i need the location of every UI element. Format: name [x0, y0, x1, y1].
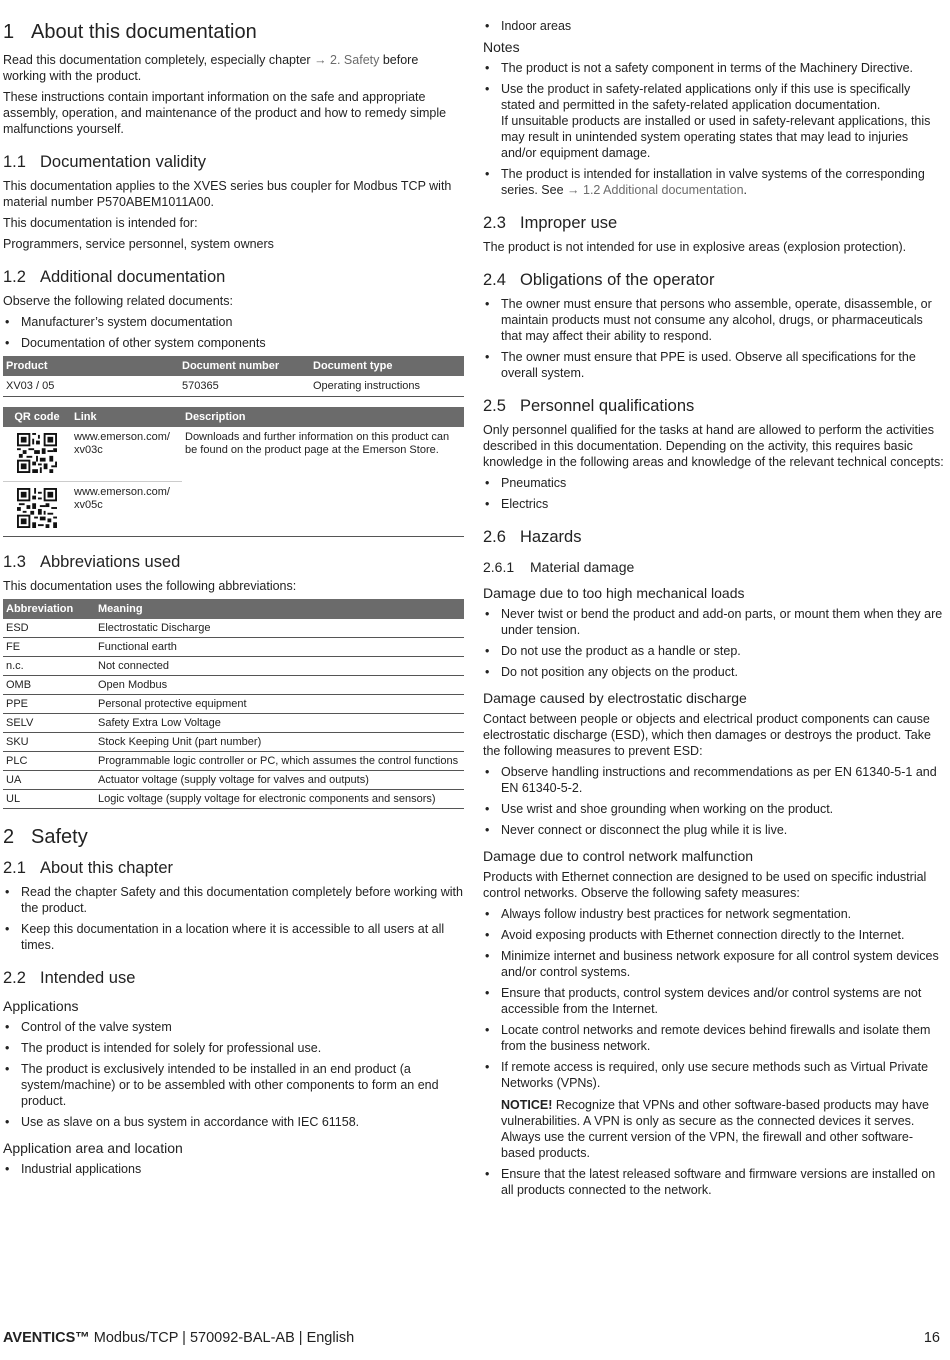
- list-item: • The product is exclusively intended to be installed in an end product (a system/machine) or to be assembled with other components to form an end product.: [3, 1061, 464, 1109]
- heading-2-6: 2.6 Hazards: [483, 528, 582, 546]
- related-documents-table: [3, 356, 464, 397]
- meaning-cell: Electrostatic Discharge: [95, 619, 464, 638]
- qr-code-icon[interactable]: [17, 488, 57, 528]
- list-item: • If remote access is required, only use secure methods such as Virtual Private Networks (VPNs). NOTICE! Recognize that VPNs and other software-based products may have vulnerabilities. A VPN is only as secure as the connected devices it serves. Always use the current version of the VPN, the firewall and other software-based products.: [483, 1059, 945, 1161]
- qr-code-icon[interactable]: [17, 433, 57, 473]
- paragraph: This documentation is intended for:: [3, 216, 198, 230]
- abbreviation-cell: SELV: [3, 714, 95, 733]
- abbreviations-table: [3, 599, 464, 809]
- table-row: [3, 619, 464, 638]
- qr-link-text[interactable]: www.emerson.com/ xv05c: [71, 482, 182, 537]
- bullet-list: [3, 1161, 464, 1177]
- list-item: • The owner must ensure that PPE is used. Observe all specifications for the overall system.: [483, 349, 945, 381]
- list-item: • Always follow industry best practices for network segmentation.: [483, 906, 945, 922]
- qr-link-text[interactable]: www.emerson.com/ xv03c: [74, 431, 170, 456]
- list-item: • Do not use the product as a handle or step.: [483, 643, 945, 659]
- meaning-cell: Functional earth: [95, 638, 464, 657]
- column-header: Link: [71, 407, 182, 427]
- list-item: • Keep this documentation in a location where it is accessible to all users at all times.: [3, 921, 464, 953]
- abbreviation-cell: FE: [3, 638, 95, 657]
- table-cell: [182, 482, 464, 537]
- list-item: • Avoid exposing products with Ethernet connection directly to the Internet.: [483, 927, 945, 943]
- column-header: Document number: [179, 356, 310, 376]
- bullet-list: [3, 314, 464, 351]
- table-row: [3, 638, 464, 657]
- notice-text: NOTICE! Recognize that VPNs and other software-based products may have vulnerabilities. A VPN is only as secure as the connected devices it serves. Always use the current version of the VPN, the firewall and other software-based products.: [501, 1098, 929, 1160]
- table-row: [3, 657, 464, 676]
- meaning-cell: Stock Keeping Unit (part number): [95, 733, 464, 752]
- column-header: Product: [3, 356, 179, 376]
- heading-2: 2 Safety: [3, 826, 88, 848]
- abbreviation-cell: OMB: [3, 676, 95, 695]
- paragraph: Programmers, service personnel, system owners: [3, 237, 274, 251]
- right-column: [483, 18, 945, 1203]
- bullet-list: [483, 475, 945, 512]
- list-item: • The product is intended for solely for professional use.: [3, 1040, 464, 1056]
- qr-code-table: [3, 407, 464, 537]
- bullet-list: [483, 906, 945, 1198]
- list-item: • Indoor areas: [483, 18, 945, 34]
- paragraph: These instructions contain important information on the safe and appropriate assembly, operation, and maintenance of the product and how to remedy simple malfunctions yourself.: [3, 90, 447, 136]
- paragraph: This documentation applies to the XVES series bus coupler for Modbus TCP with material number P570ABEM1011A00.: [3, 179, 452, 209]
- table-row: [3, 790, 464, 809]
- bullet-list: [483, 764, 945, 838]
- table-row: [3, 714, 464, 733]
- list-item: • Ensure that the latest released software and firmware versions are installed on all products connected to the network.: [483, 1166, 945, 1198]
- notes-heading: Notes: [483, 39, 520, 55]
- list-item: • Use as slave on a bus system in accordance with IEC 61158.: [3, 1114, 464, 1130]
- paragraph: The product is not intended for use in explosive areas (explosion protection).: [483, 240, 907, 254]
- table-row: [3, 752, 464, 771]
- heading-2-4: 2.4 Obligations of the operator: [483, 271, 715, 289]
- subheading: Applications: [3, 998, 79, 1014]
- meaning-cell: Actuator voltage (supply voltage for valves and outputs): [95, 771, 464, 790]
- list-item: • Observe handling instructions and recommendations as per EN 61340-5-1 and EN 61340-5-2.: [483, 764, 945, 796]
- table-row: [3, 482, 464, 537]
- paragraph: Read this documentation completely, especially chapter → 2. Safety before working with the product.: [3, 53, 419, 83]
- heading-1-2: 1.2 Additional documentation: [3, 268, 226, 286]
- list-item: • Use the product in safety-related applications only if this use is specifically stated and permitted in the safety-related application documentation. If unsuitable products are installed or used in safety-relevant applications, this may result in unintended system operating states that may lead to injuries and/or equipment damage.: [483, 81, 945, 161]
- subheading: Damage due to too high mechanical loads: [483, 585, 745, 601]
- abbreviation-cell: PLC: [3, 752, 95, 771]
- heading-1-3: 1.3 Abbreviations used: [3, 553, 181, 571]
- bullet-list: [483, 18, 945, 34]
- meaning-cell: Programmable logic controller or PC, which assumes the control functions: [95, 752, 464, 771]
- meaning-cell: Personal protective equipment: [95, 695, 464, 714]
- notice-label: NOTICE!: [501, 1098, 553, 1112]
- abbreviation-cell: ESD: [3, 619, 95, 638]
- column-header: Document type: [310, 356, 464, 376]
- list-item: • The product is intended for installation in valve systems of the corresponding series. See → 1.2 Additional documentation.: [483, 166, 945, 198]
- abbreviation-cell: UA: [3, 771, 95, 790]
- list-item: • Minimize internet and business network exposure for all control system devices and/or control systems.: [483, 948, 945, 980]
- list-item: • Electrics: [483, 496, 945, 512]
- paragraph: Products with Ethernet connection are designed to be used on specific industrial control networks. Observe the following safety measures:: [483, 870, 927, 900]
- brand-name: AVENTICS™: [3, 1330, 90, 1346]
- heading-2-5: 2.5 Personnel qualifications: [483, 397, 695, 415]
- bullet-list: [3, 884, 464, 953]
- bullet-list: [483, 606, 945, 680]
- subheading: Damage due to control network malfunction: [483, 848, 754, 864]
- table-cell: [3, 427, 71, 482]
- list-item: • Manufacturer’s system documentation: [3, 314, 464, 330]
- abbreviation-cell: n.c.: [3, 657, 95, 676]
- bullet-list: [483, 296, 945, 381]
- table-row: [3, 676, 464, 695]
- list-item: • Read the chapter Safety and this documentation completely before working with the product.: [3, 884, 464, 916]
- paragraph: Observe the following related documents:: [3, 294, 233, 308]
- list-item: • Do not position any objects on the product.: [483, 664, 945, 680]
- cross-reference-link[interactable]: → 1.2 Additional documentation: [567, 183, 744, 197]
- list-item: • Locate control networks and remote devices behind firewalls and isolate them from the business network.: [483, 1022, 945, 1054]
- table-cell: 570365: [179, 376, 310, 397]
- abbreviation-cell: SKU: [3, 733, 95, 752]
- meaning-cell: Safety Extra Low Voltage: [95, 714, 464, 733]
- meaning-cell: Logic voltage (supply voltage for electronic components and sensors): [95, 790, 464, 809]
- heading-2-3: 2.3 Improper use: [483, 214, 618, 232]
- column-header: Description: [182, 407, 464, 427]
- meaning-cell: Not connected: [95, 657, 464, 676]
- heading-2-1: 2.1 About this chapter: [3, 859, 173, 877]
- table-cell: XV03 / 05: [3, 376, 179, 397]
- subheading: Application area and location: [3, 1140, 183, 1156]
- list-item: • The product is not a safety component in terms of the Machinery Directive.: [483, 60, 945, 76]
- list-item: • Control of the valve system: [3, 1019, 464, 1035]
- list-item: • Never connect or disconnect the plug while it is live.: [483, 822, 945, 838]
- notes-list: [483, 60, 945, 198]
- left-column: [3, 18, 464, 1182]
- table-cell: Operating instructions: [310, 376, 464, 397]
- heading-1-1: 1.1 Documentation validity: [3, 153, 206, 171]
- list-item: • Ensure that products, control system devices and/or control systems are not accessible from the Internet.: [483, 985, 945, 1017]
- table-row: [3, 695, 464, 714]
- table-row: [3, 771, 464, 790]
- list-item: • The owner must ensure that persons who assemble, operate, disassemble, or maintain products must not consume any alcohol, drugs, or pharmaceuticals that may affect their ability to respond.: [483, 296, 945, 344]
- meaning-cell: Open Modbus: [95, 676, 464, 695]
- column-header: Meaning: [95, 599, 464, 619]
- cross-reference-link[interactable]: → 2. Safety: [314, 53, 380, 67]
- list-item: • Industrial applications: [3, 1161, 464, 1177]
- bullet-list: [3, 1019, 464, 1130]
- abbreviation-cell: PPE: [3, 695, 95, 714]
- heading-1: 1 About this documentation: [3, 21, 257, 43]
- table-cell: [3, 482, 71, 537]
- list-item: • Pneumatics: [483, 475, 945, 491]
- table-row: [3, 733, 464, 752]
- list-item: • Never twist or bend the product and add-on parts, or mount them when they are under tension.: [483, 606, 945, 638]
- heading-2-6-1: 2.6.1 Material damage: [483, 559, 635, 575]
- table-cell: Downloads and further information on this product can be found on the product page at the Emerson Store.: [185, 431, 450, 456]
- paragraph: Contact between people or objects and electrical product components can cause electrostatic discharge (ESD), which then damages or destroys the product. Take the following measures to prevent ESD:: [483, 712, 931, 758]
- paragraph: Only personnel qualified for the tasks at hand are allowed to perform the activities described in this documentation. Depending on the activity, this requires basic knowledge in the following areas and knowledge of the relevant technical concepts:: [483, 423, 944, 469]
- abbreviation-cell: UL: [3, 790, 95, 809]
- column-header: QR code: [3, 407, 71, 427]
- column-header: Abbreviation: [3, 599, 95, 619]
- table-row: [3, 427, 464, 482]
- heading-2-2: 2.2 Intended use: [3, 969, 136, 987]
- table-row: [3, 376, 464, 397]
- page-footer: [3, 1330, 940, 1346]
- footer-text: Modbus/TCP | 570092-BAL-AB | English: [89, 1330, 355, 1346]
- page-number: 16: [923, 1330, 940, 1346]
- subheading: Damage caused by electrostatic discharge: [483, 690, 747, 706]
- list-item: • Documentation of other system components: [3, 335, 464, 351]
- list-item: • Use wrist and shoe grounding when working on the product.: [483, 801, 945, 817]
- paragraph: This documentation uses the following abbreviations:: [3, 579, 297, 593]
